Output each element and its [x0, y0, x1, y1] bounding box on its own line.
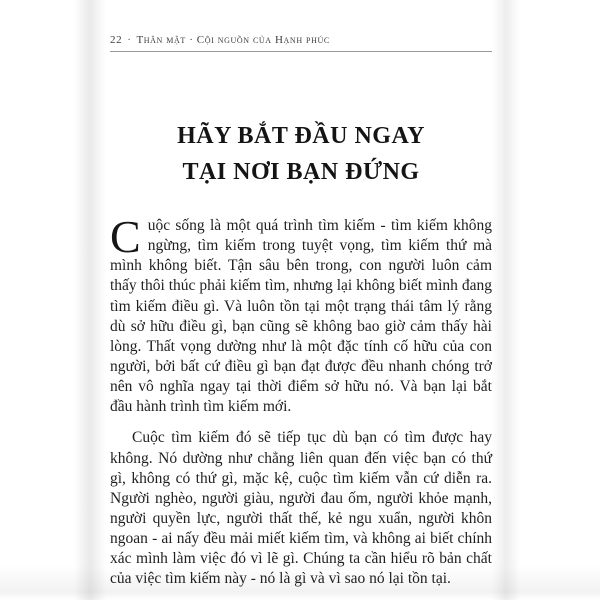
paragraph-2: Cuộc tìm kiếm đó sẽ tiếp tục dù bạn có tìm được hay không. Nó dường như chẳng liên quan đến việc bạn có thứ gì, không có thứ gì, mặc kệ, cuộc tìm kiếm vẫn cứ diễn ra. Người nghèo, người giàu, người đau ốm, người khỏe mạnh, người quyền lực, người thất thế, kẻ ngu xuẩn, người khôn ngoan - ai nấy đều mải miết kiếm tìm, và không ai biết chính xác mình làm việc đó vì lẽ gì. Chúng ta cần hiểu rõ bản chất của việc tìm kiếm này - nó là gì và vì sao nó lại tồn tại.	[110, 429, 492, 588]
paragraph-1-text: uộc sống là một quá trình tìm kiếm - tìm kiếm không ngừng, tìm kiếm trong tuyệt vọng, tìm kiếm thứ mà mình không biết. Tận sâu bên trong, con người luôn cảm thấy thôi thúc phải kiếm tìm, nhưng lại không biết mình đang tìm kiếm điều gì. Và luôn tồn tại một trạng thái tâm lý rằng dù sở hữu điều gì, bạn cũng sẽ không bao giờ cảm thấy hài lòng. Thất vọng dường như là một đặc tính cố hữu của con người, bởi bất cứ điều gì bạn đạt được đều nhanh chóng trở nên vô nghĩa ngay tại thời điểm sở hữu nó. Và bạn lại bắt đầu hành trình tìm kiếm mới.	[110, 217, 492, 416]
chapter-title	[110, 118, 492, 190]
header-rule	[110, 51, 492, 52]
chapter-title-line-1: HÃY BẮT ĐẦU NGAY	[177, 123, 425, 149]
drop-cap: C	[110, 211, 141, 262]
body-text	[110, 211, 492, 590]
running-head-separator: ·	[127, 34, 132, 46]
chapter-title-line-2: TẠI NƠI BẠN ĐỨNG	[182, 159, 420, 185]
page-number: 22	[110, 34, 123, 46]
running-head	[110, 34, 492, 46]
page-header	[110, 34, 492, 52]
running-head-title: Thân mật · Cội nguồn của Hạnh phúc	[136, 34, 330, 46]
paragraph-1	[110, 211, 492, 417]
